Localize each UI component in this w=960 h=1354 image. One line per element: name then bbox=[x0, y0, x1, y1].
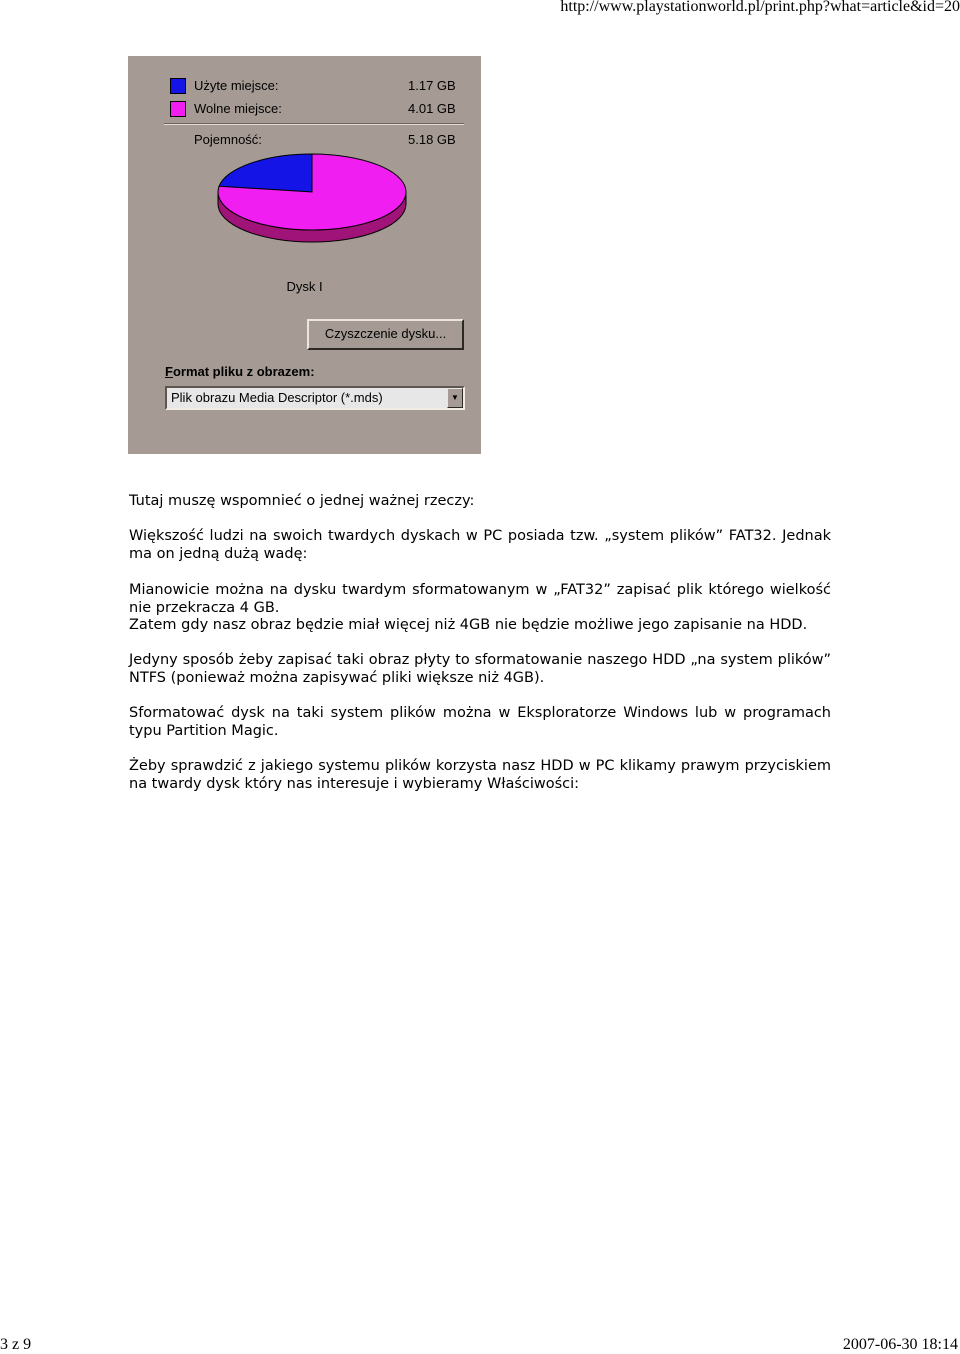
used-value: 1.17 GB bbox=[408, 78, 456, 93]
capacity-label: Pojemność: bbox=[194, 132, 262, 147]
free-label: Wolne miejsce: bbox=[194, 101, 282, 116]
free-value: 4.01 GB bbox=[408, 101, 456, 116]
dropdown-arrow-icon[interactable]: ▼ bbox=[447, 388, 463, 408]
capacity-value: 5.18 GB bbox=[408, 132, 456, 147]
image-format-select[interactable] bbox=[165, 386, 465, 410]
used-color-swatch bbox=[170, 78, 186, 94]
legend-used bbox=[168, 76, 458, 96]
used-label: Użyte miejsce: bbox=[194, 78, 279, 93]
page-number: 3 z 9 bbox=[0, 1336, 32, 1353]
format-label-accelerator: F bbox=[165, 364, 173, 379]
article-paragraph-4: Jedyny sposób żeby zapisać taki obraz płyty to sformatowanie naszego HDD „na system plików” NTFS (ponieważ można zapisywać pliki większe niż 4GB). bbox=[129, 652, 831, 686]
image-format-value: Plik obrazu Media Descriptor (*.mds) bbox=[171, 390, 383, 405]
legend-free bbox=[168, 99, 458, 119]
pie-slice-used bbox=[219, 154, 312, 192]
disk-usage-pie-chart bbox=[216, 152, 408, 252]
article-paragraph-3b: Zatem gdy nasz obraz będzie miał więcej niż 4GB nie będzie możliwe jego zapisanie na HDD. bbox=[129, 617, 808, 633]
image-format-label bbox=[165, 364, 315, 379]
disk-properties-screenshot bbox=[128, 56, 481, 454]
disk-label: Dysk I bbox=[286, 279, 323, 294]
article-paragraph-5: Sformatować dysk na taki system plików można w Eksploratorze Windows lub w programach typu Partition Magic. bbox=[129, 705, 831, 739]
format-label-text: ormat pliku z obrazem: bbox=[172, 364, 315, 379]
article-paragraph-3a: Mianowicie można na dysku twardym sformatowanym w „FAT32” zapisać plik którego wielkość nie przekracza 4 GB. bbox=[129, 582, 831, 616]
article-paragraph-6: Żeby sprawdzić z jakiego systemu plików korzysta nasz HDD w PC klikamy prawym przyciskiem na twardy dysk który nas interesuje i wybieramy Właściwości: bbox=[129, 758, 831, 792]
disk-cleanup-button[interactable]: Czyszczenie dysku... bbox=[307, 319, 464, 350]
article-paragraph-1: Tutaj muszę wspomnieć o jednej ważnej rzeczy: bbox=[129, 493, 475, 509]
free-color-swatch bbox=[170, 101, 186, 117]
article-paragraph-2: Większość ludzi na swoich twardych dyskach w PC posiada tzw. „system plików” FAT32. Jednak ma on jedną dużą wadę: bbox=[129, 528, 831, 562]
print-datetime: 2007-06-30 18:14 bbox=[842, 1336, 958, 1353]
separator bbox=[164, 123, 464, 125]
page-url: http://www.playstationworld.pl/print.php?what=article&id=20 bbox=[560, 0, 960, 15]
